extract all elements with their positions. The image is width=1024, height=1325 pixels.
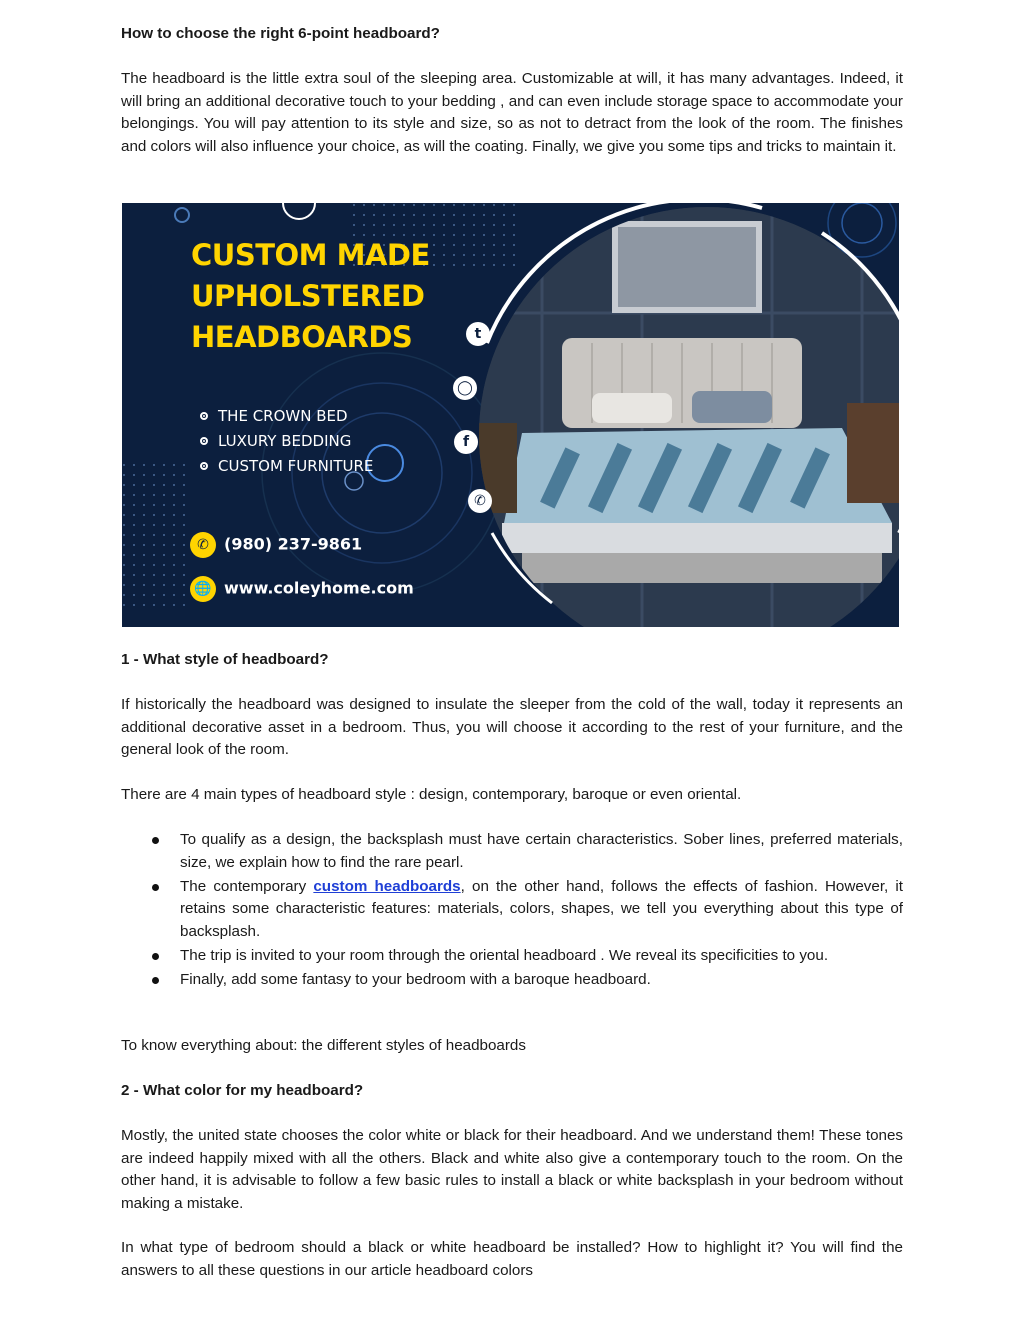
bullet-icon bbox=[200, 462, 208, 470]
feature-item: CUSTOM FURNITURE bbox=[200, 457, 373, 475]
list-item: The trip is invited to your room through the oriental headboard . We reveal its specificities to you. bbox=[121, 945, 903, 968]
intro-paragraph: The headboard is the little extra soul of the sleeping area. Customizable at will, it has many advantages. Indeed, it will bring an additional decorative touch to your bedding , and can even include storage space to accommodate your belongings. You will pay attention to its style and size, so as not to detract from the look of the room. The finishes and colors will also influence your choice, as will the coating. Finally, we give you some tips and tricks to maintain it. bbox=[121, 70, 903, 155]
banner-title: CUSTOM MADE UPHOLSTERED HEADBOARDS bbox=[191, 238, 430, 354]
list-item: To qualify as a design, the backsplash must have certain characteristics. Sober lines, preferred materials, size, we explain how to find the rare pearl. bbox=[121, 829, 903, 874]
facebook-icon: f bbox=[454, 430, 478, 454]
phone-contact: ✆ (980) 237-9861 bbox=[190, 532, 362, 558]
section2-paragraph-2: In what type of bedroom should a black or white headboard be installed? How to highlight it? You will find the answers to all these questions in our article headboard colors bbox=[121, 1239, 903, 1279]
whatsapp-icon: ✆ bbox=[468, 489, 492, 513]
styles-more-text: To know everything about: the different styles of headboards bbox=[121, 1037, 526, 1054]
phone-icon: ✆ bbox=[190, 532, 216, 558]
instagram-icon: ◯ bbox=[453, 376, 477, 400]
website-contact: 🌐 www.coleyhome.com bbox=[190, 576, 414, 602]
list-item: Finally, add some fantasy to your bedroom with a baroque headboard. bbox=[121, 969, 903, 992]
feature-item: LUXURY BEDDING bbox=[200, 432, 351, 450]
twitter-icon: t bbox=[466, 322, 490, 346]
globe-icon: 🌐 bbox=[190, 576, 216, 602]
bullet-icon bbox=[200, 412, 208, 420]
section1-heading: 1 - What style of headboard? bbox=[121, 651, 329, 668]
custom-headboards-link[interactable]: custom headboards bbox=[313, 877, 461, 895]
section2-paragraph: Mostly, the united state chooses the color white or black for their headboard. And we understand them! These tones are indeed happily mixed with all the others. Black and white also give a contemporary touch to the room. On the other hand, it is advisable to follow a few basic rules to install a black or white backsplash in your bedroom without making a mistake. bbox=[121, 1127, 903, 1212]
bullet-icon bbox=[200, 437, 208, 445]
style-list bbox=[121, 829, 903, 991]
feature-item: THE CROWN BED bbox=[200, 407, 348, 425]
promo-banner bbox=[122, 203, 899, 627]
list-item: The contemporary custom headboards, on the other hand, follows the effects of fashion. However, it retains some characteristic features: materials, colors, shapes, we tell you everything about this type of backsplash. bbox=[121, 876, 903, 944]
article-title: How to choose the right 6-point headboard? bbox=[121, 25, 440, 42]
bedroom-photo bbox=[462, 203, 899, 627]
section1-paragraph: If historically the headboard was designed to insulate the sleeper from the cold of the wall, today it represents an additional decorative asset in a bedroom. Thus, you will choose it according to the rest of your furniture, and the general look of the room. bbox=[121, 696, 903, 759]
section2-heading: 2 - What color for my headboard? bbox=[121, 1082, 364, 1099]
styles-summary: There are 4 main types of headboard style : design, contemporary, baroque or even oriental. bbox=[121, 786, 742, 803]
